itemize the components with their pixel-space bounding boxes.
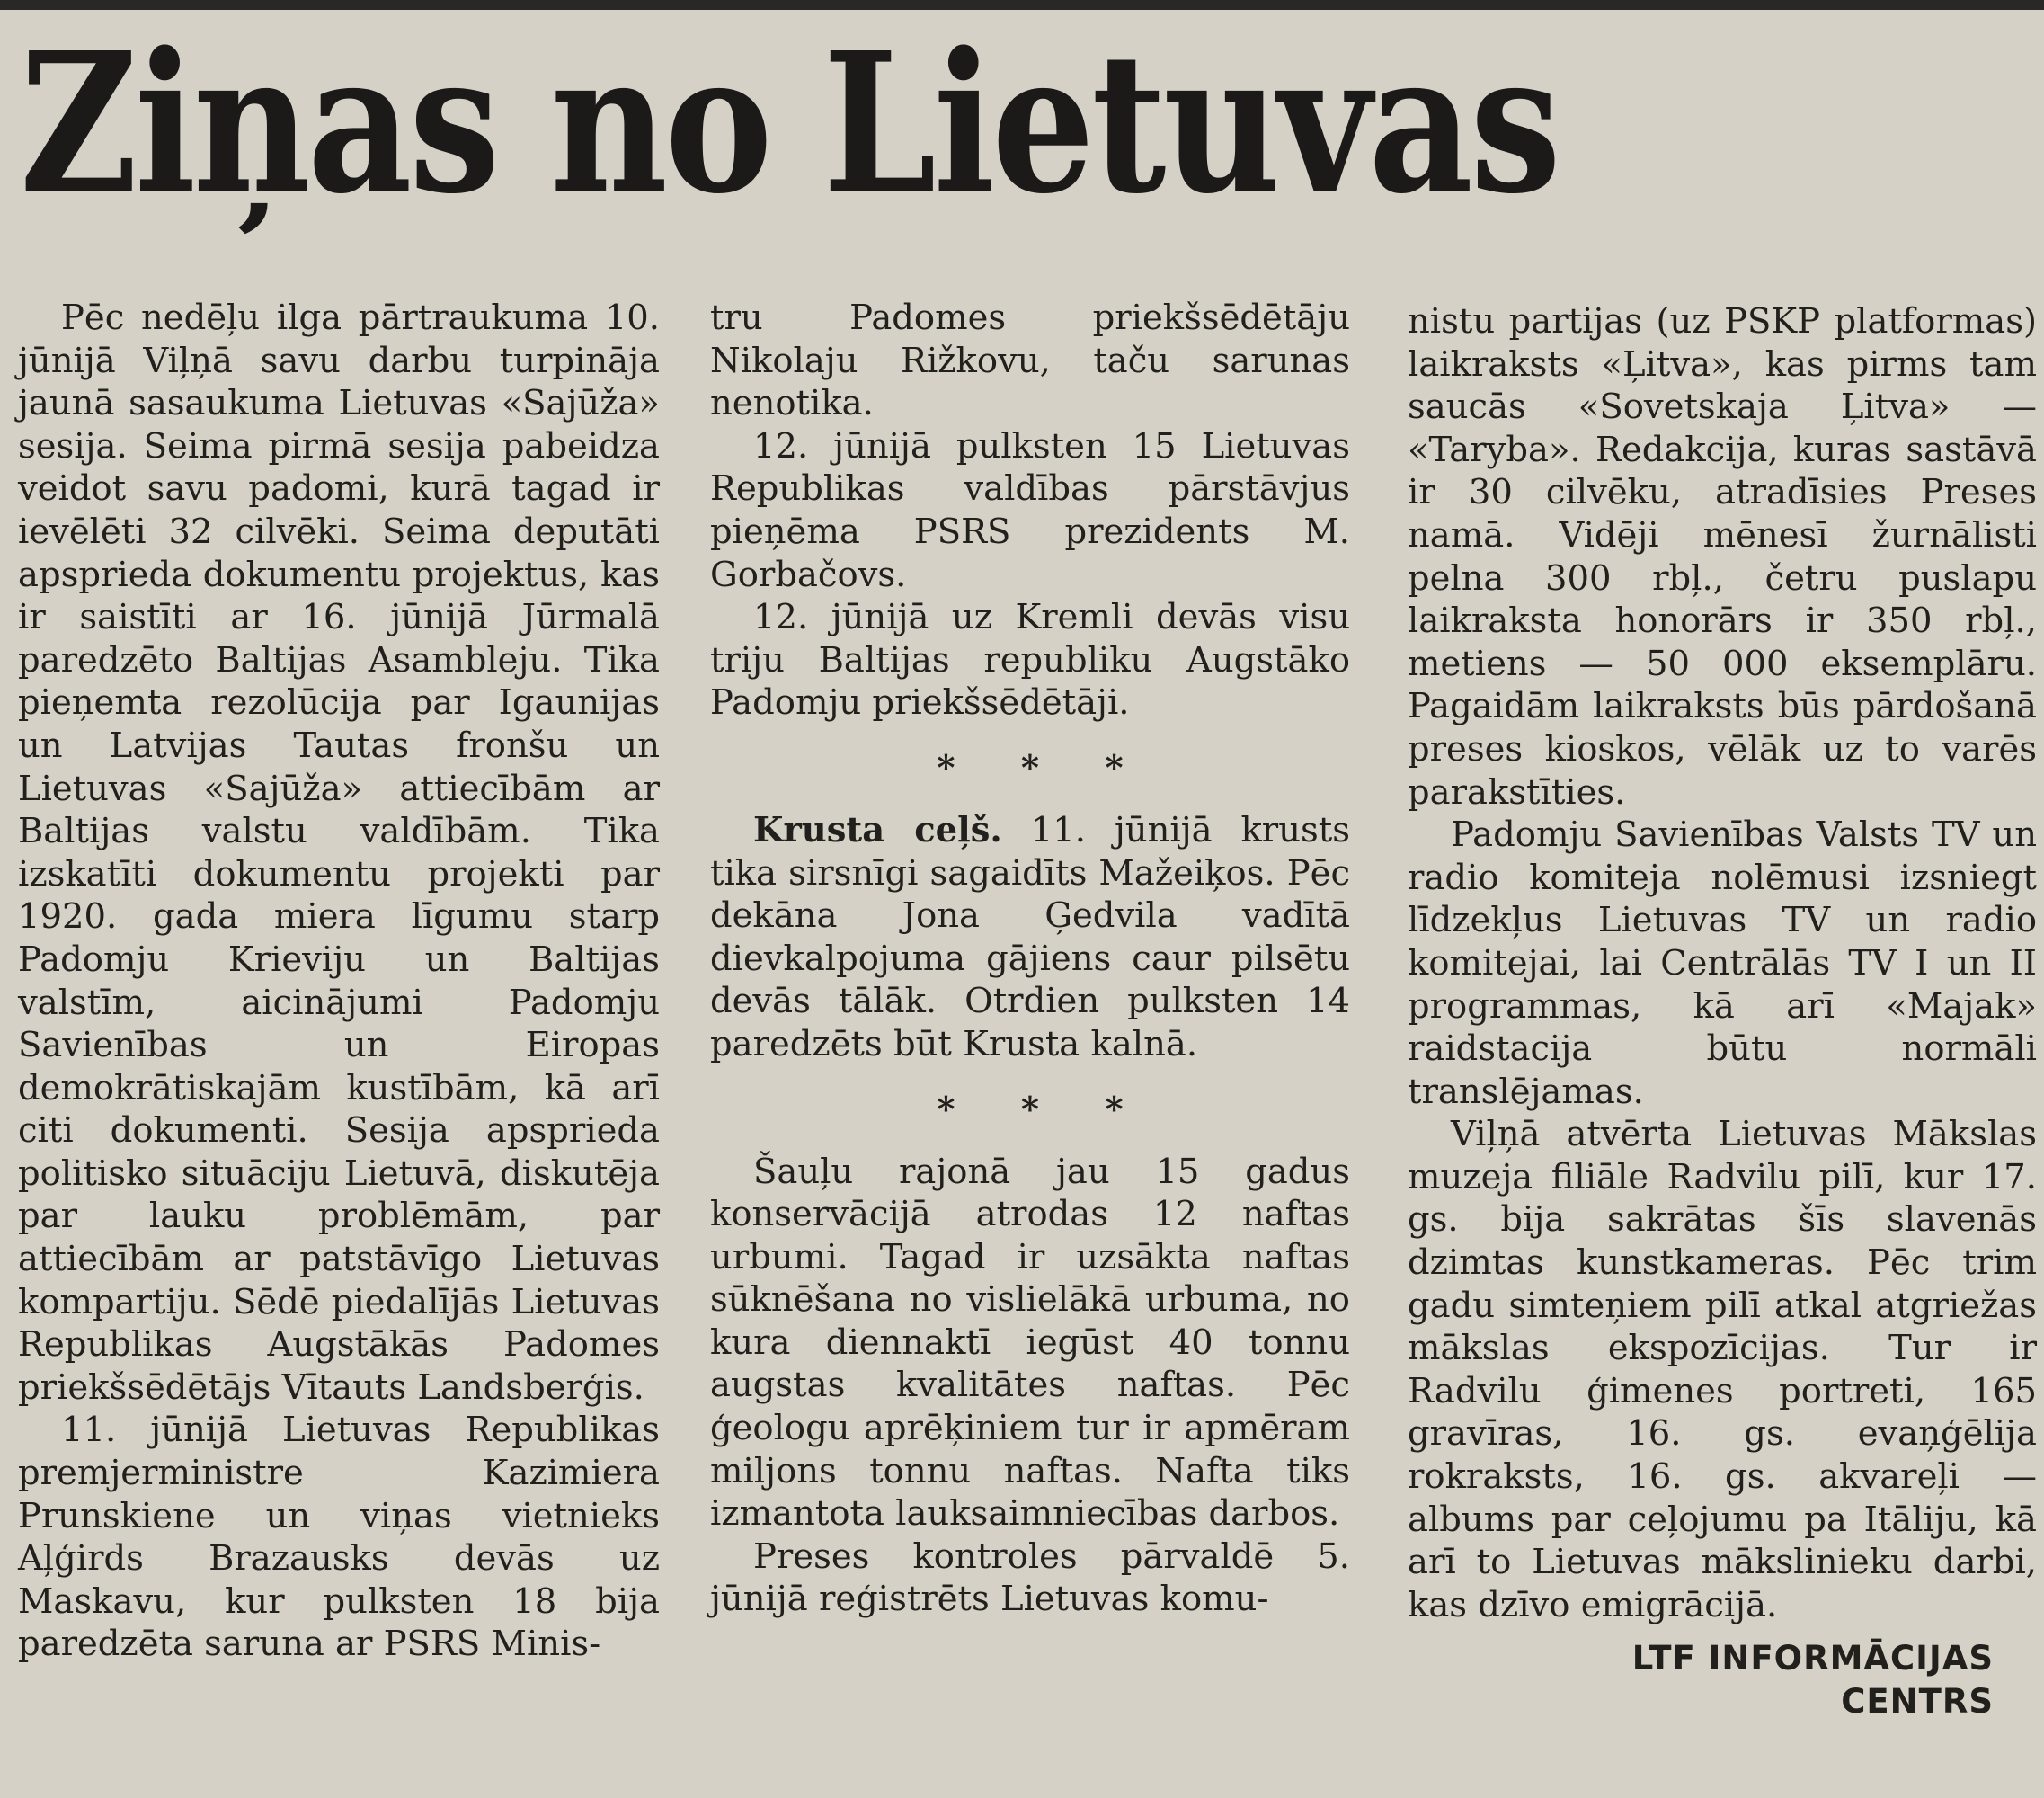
- section-separator: * * *: [937, 1089, 1151, 1130]
- section-separator: * * *: [937, 747, 1151, 788]
- paragraph-text: 11. jūnijā krusts tika sirsnīgi sagaidīts Mažeiķos. Pēc dekāna Jona Ģedvila vadītā dievkalpojuma gājiens caur pilsētu devās tālāk. Otrdien pulksten 14 paredzēts būt Krusta kalnā.: [710, 809, 1350, 1064]
- column-3: [1408, 300, 2037, 1723]
- paragraph: Šauļu rajonā jau 15 gadus konservācijā atrodas 12 naftas urbumi. Tagad ir uzsākta naftas sūknēšana no vislielākā urbuma, no kura diennaktī iegūst 40 tonnu augstas kvalitātes naftas. Pēc ģeologu aprēķiniem tur ir apmēram miljons tonnu naftas. Nafta tiks izmantota lauksaimniecības darbos.: [710, 1151, 1350, 1535]
- column-1: [18, 297, 660, 1666]
- paragraph: Pēc nedēļu ilga pārtraukuma 10. jūnijā Viļņā savu darbu turpināja jaunā sasaukuma Lietuvas «Sajūža» sesija. Seima pirmā sesija pabeidza veidot savu padomi, kurā tagad ir ievēlēti 32 cilvēki. Seima deputāti apsprieda dokumentu projektus, kas ir saistīti ar 16. jūnijā Jūrmalā paredzēto Baltijas Asambleju. Tika pieņemta rezolūcija par Igaunijas un Latvijas Tautas fronšu un Lietuvas «Sajūža» attiecībām ar Baltijas valstu valdībām. Tika izskatīti dokumentu projekti par 1920. gada miera līgumu starp Padomju Krieviju un Baltijas valstīm, aicinājumi Padomju Savienības un Eiropas demokrātiskajām kustībām, kā arī citi dokumenti. Sesija apsprieda politisko situāciju Lietuvā, diskutēja par lauku problēmām, par attiecībām ar patstāvīgo Lietuvas kompartiju. Sēdē piedalījās Lietuvas Republikas Augstākās Padomes priekšsēdētājs Vītauts Landsberģis.: [18, 298, 660, 1408]
- signature-line: CENTRS: [1841, 1682, 1994, 1722]
- column-2: [710, 297, 1350, 1621]
- paragraph: 11. jūnijā Lietuvas Republikas premjerministre Kazimiera Prunskiene un viņas vietnieks Aļģirds Brazausks devās uz Maskavu, kur pulksten 18 bija paredzēta saruna ar PSRS Minis-: [18, 1410, 660, 1665]
- signature-line: LTF INFORMĀCIJAS: [1631, 1639, 1994, 1678]
- paragraph: 12. jūnijā pulksten 15 Lietuvas Republikas valdības pārstāvjus pieņēma PSRS prezidents M. Gorbačovs.: [710, 425, 1350, 595]
- paragraph: tru Padomes priekšsēdētāju Nikolaju Rižkovu, taču sarunas nenotika.: [710, 298, 1350, 424]
- paragraph: Padomju Savienības Valsts TV un radio komiteja nolēmusi izsniegt līdzekļus Lietuvas TV un radio komitejai, lai Centrālās TV I un II programmas, kā arī «Majak» raidstacija būtu normāli translējamas.: [1408, 814, 2037, 1112]
- lead-in: Krusta ceļš.: [753, 809, 1002, 850]
- paragraph: nistu partijas (uz PSKP platformas) laikraksts «Ļitva», kas pirms tam saucās «Sovetskaja Ļitva» — «Taryba». Redakcija, kuras sastāvā ir 30 cilvēku, atradīsies Preses namā. Vidēji mēnesī žurnālisti pelna 300 rbļ., četru puslapu laikraksta honorārs ir 350 rbļ., metiens — 50 000 eksemplāru. Pagaidām laikraksts būs pārdošanā preses kioskos, vēlāk uz to varēs parakstīties.: [1408, 301, 2037, 813]
- headline: Ziņas no Lietuvas: [20, 11, 1559, 236]
- signature: [1408, 1637, 2037, 1723]
- paragraph: Viļņā atvērta Lietuvas Mākslas muzeja filiāle Radvilu pilī, kur 17. gs. bija sakrātas šīs slavenās dzimtas kunstkameras. Pēc trim gadu simteņiem pilī atkal atgriežas mākslas ekspozīcijas. Tur ir Radvilu ģimenes portreti, 165 gravīras, 16. gs. evaņģēlija rokraksts, 16. gs. akvareļi — albums par ceļojumu pa Itāliju, kā arī to Lietuvas mākslinieku darbi, kas dzīvo emigrācijā.: [1408, 1114, 2037, 1625]
- paragraph: 12. jūnijā uz Kremli devās visu triju Baltijas republiku Augstāko Padomju priekšsēdētāji.: [710, 597, 1350, 724]
- paragraph: [710, 809, 1350, 1066]
- paragraph: Preses kontroles pārvaldē 5. jūnijā reģistrēts Lietuvas komu-: [710, 1535, 1350, 1620]
- top-rule: [0, 0, 2044, 10]
